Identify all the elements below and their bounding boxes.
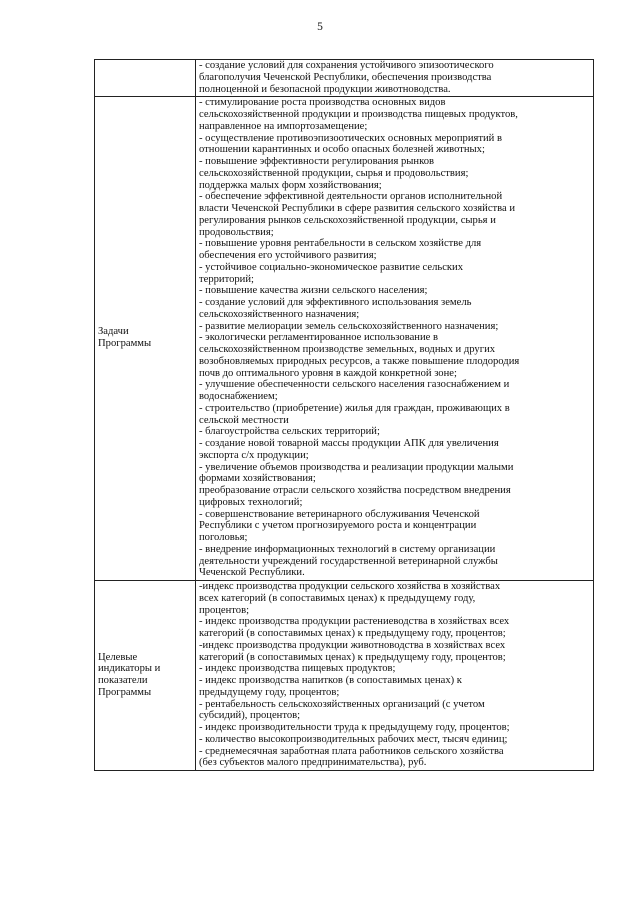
row-label-cell <box>95 581 196 771</box>
row-label-line: Программы <box>98 338 152 350</box>
text-line: - благоустройства сельских территорий; <box>199 426 380 438</box>
text-line: почв до оптимального уровня в каждой конкретной зоне; <box>199 367 457 379</box>
text-line: экспорта с/х продукции; <box>199 449 309 461</box>
text-line: благополучия Чеченской Республики, обеспечения производства <box>199 71 492 83</box>
text-line: - строительство (приобретение) жилья для граждан, проживающих в <box>199 402 510 414</box>
text-line: сельскохозяйственной продукции и производства пищевых продуктов, <box>199 109 518 120</box>
text-line: формами хозяйствования; <box>199 473 316 485</box>
text-line: - стимулирование роста производства основных видов <box>199 97 446 109</box>
row-label-line: Задачи <box>98 326 129 338</box>
text-line: - внедрение информационных технологий в систему организации <box>199 543 496 555</box>
text-line: процентов; <box>199 604 250 616</box>
row-label-line: индикаторы и <box>98 663 161 675</box>
text-line: сельской местности <box>199 414 289 426</box>
text-line: сельскохозяйственном производстве земельных, водных и других <box>199 344 496 355</box>
text-line: - рентабельность сельскохозяйственных организаций (с учетом <box>199 698 485 710</box>
program-passport-table <box>94 59 594 771</box>
table-row <box>95 581 594 771</box>
table-row <box>95 60 594 97</box>
text-line: - осуществление противоэпизоотических основных мероприятий в <box>199 132 502 144</box>
text-line: деятельности учреждений государственной ветеринарной службы <box>199 555 498 567</box>
text-line: - создание условий для сохранения устойчивого эпизоотического <box>199 60 494 71</box>
text-line: (без субъектов малого предпринимательства), руб. <box>199 757 427 769</box>
text-line: - совершенствование ветеринарного обслуживания Чеченской <box>199 508 480 520</box>
text-line: сельскохозяйственного назначения; <box>199 308 360 320</box>
text-line: - экологически регламентированное использование в <box>199 332 438 344</box>
row-label-cell <box>95 60 196 97</box>
text-line: цифровых технологий; <box>199 496 303 508</box>
text-line: - создание новой товарной массы продукции АПК для увеличения <box>199 438 499 449</box>
table-row <box>95 97 594 581</box>
text-line: отношении карантинных и особо опасных болезней животных; <box>199 144 485 156</box>
text-line: - развитие мелиорации земель сельскохозяйственного назначения; <box>199 320 499 332</box>
text-line: водоснабжением; <box>199 391 278 402</box>
text-line: направленное на импортозамещение; <box>199 120 368 132</box>
row-label-line: Целевые <box>98 651 138 663</box>
row-content-cell <box>196 60 594 97</box>
text-line: предыдущему году, процентов; <box>199 686 340 698</box>
text-line: -индекс производства продукции животноводства в хозяйствах всех <box>199 639 506 651</box>
text-line: продовольствия; <box>199 226 274 238</box>
text-line: власти Чеченской Республики в сфере развития сельского хозяйства и <box>199 203 516 214</box>
row-label-line: Программы <box>98 686 152 698</box>
text-line: - повышение уровня рентабельности в сельском хозяйстве для <box>199 238 482 250</box>
text-line: регулирования рынков сельскохозяйственной продукции, сырья и <box>199 214 496 226</box>
text-line: Чеченской Республики. <box>199 567 305 579</box>
text-line: - среднемесячная заработная плата работников сельского хозяйства <box>199 745 504 757</box>
text-line: - количество высокопроизводительных рабочих мест, тысяч единиц; <box>199 733 508 745</box>
text-line: поголовья; <box>199 532 248 543</box>
text-line: - индекс производства пищевых продуктов; <box>199 663 396 675</box>
row-label-line: показатели <box>98 675 148 686</box>
text-line: - устойчивое социально-экономическое развитие сельских <box>199 261 464 273</box>
text-line: - улучшение обеспеченности сельского населения газоснабжением и <box>199 379 510 391</box>
text-line: территорий; <box>199 273 254 285</box>
text-line: обеспечения его устойчивого развития; <box>199 250 377 261</box>
text-line: возобновляемых природных ресурсов, а также повышение плодородия <box>199 355 520 367</box>
text-line: - создание условий для эффективного использования земель <box>199 297 472 308</box>
text-line: - повышение эффективности регулирования рынков <box>199 156 434 167</box>
page-number: 5 <box>317 21 323 33</box>
text-line: категорий (в сопоставимых ценах) к предыдущему году, процентов; <box>199 628 506 639</box>
text-line: - увеличение объемов производства и реализации продукции малыми <box>199 461 514 473</box>
text-line: - обеспечение эффективной деятельности органов исполнительной <box>199 191 503 203</box>
text-line: поддержка малых форм хозяйствования; <box>199 179 382 191</box>
text-line: Республики с учетом прогнозируемого роста и концентрации <box>199 520 477 532</box>
row-content-cell <box>196 97 594 581</box>
row-label-cell <box>95 97 196 581</box>
text-line: -индекс производства продукции сельского хозяйства в хозяйствах <box>199 581 501 592</box>
row-content-cell <box>196 581 594 771</box>
text-line: субсидий), процентов; <box>199 710 301 722</box>
text-line: - индекс производства напитков (в сопоставимых ценах) к <box>199 675 462 686</box>
text-line: сельскохозяйственной продукции, сырья и продовольствия; <box>199 167 469 179</box>
text-line: - повышение качества жизни сельского населения; <box>199 285 428 297</box>
text-line: преобразование отрасли сельского хозяйства посредством внедрения <box>199 485 511 496</box>
text-line: - индекс производительности труда к предыдущему году, процентов; <box>199 722 510 733</box>
text-line: полноценной и безопасной продукции животноводства. <box>199 83 451 95</box>
text-line: всех категорий (в сопоставимых ценах) к предыдущему году, <box>199 592 476 604</box>
text-line: категорий (в сопоставимых ценах) к предыдущему году, процентов; <box>199 651 506 663</box>
text-line: - индекс производства продукции растениеводства в хозяйствах всех <box>199 616 510 628</box>
